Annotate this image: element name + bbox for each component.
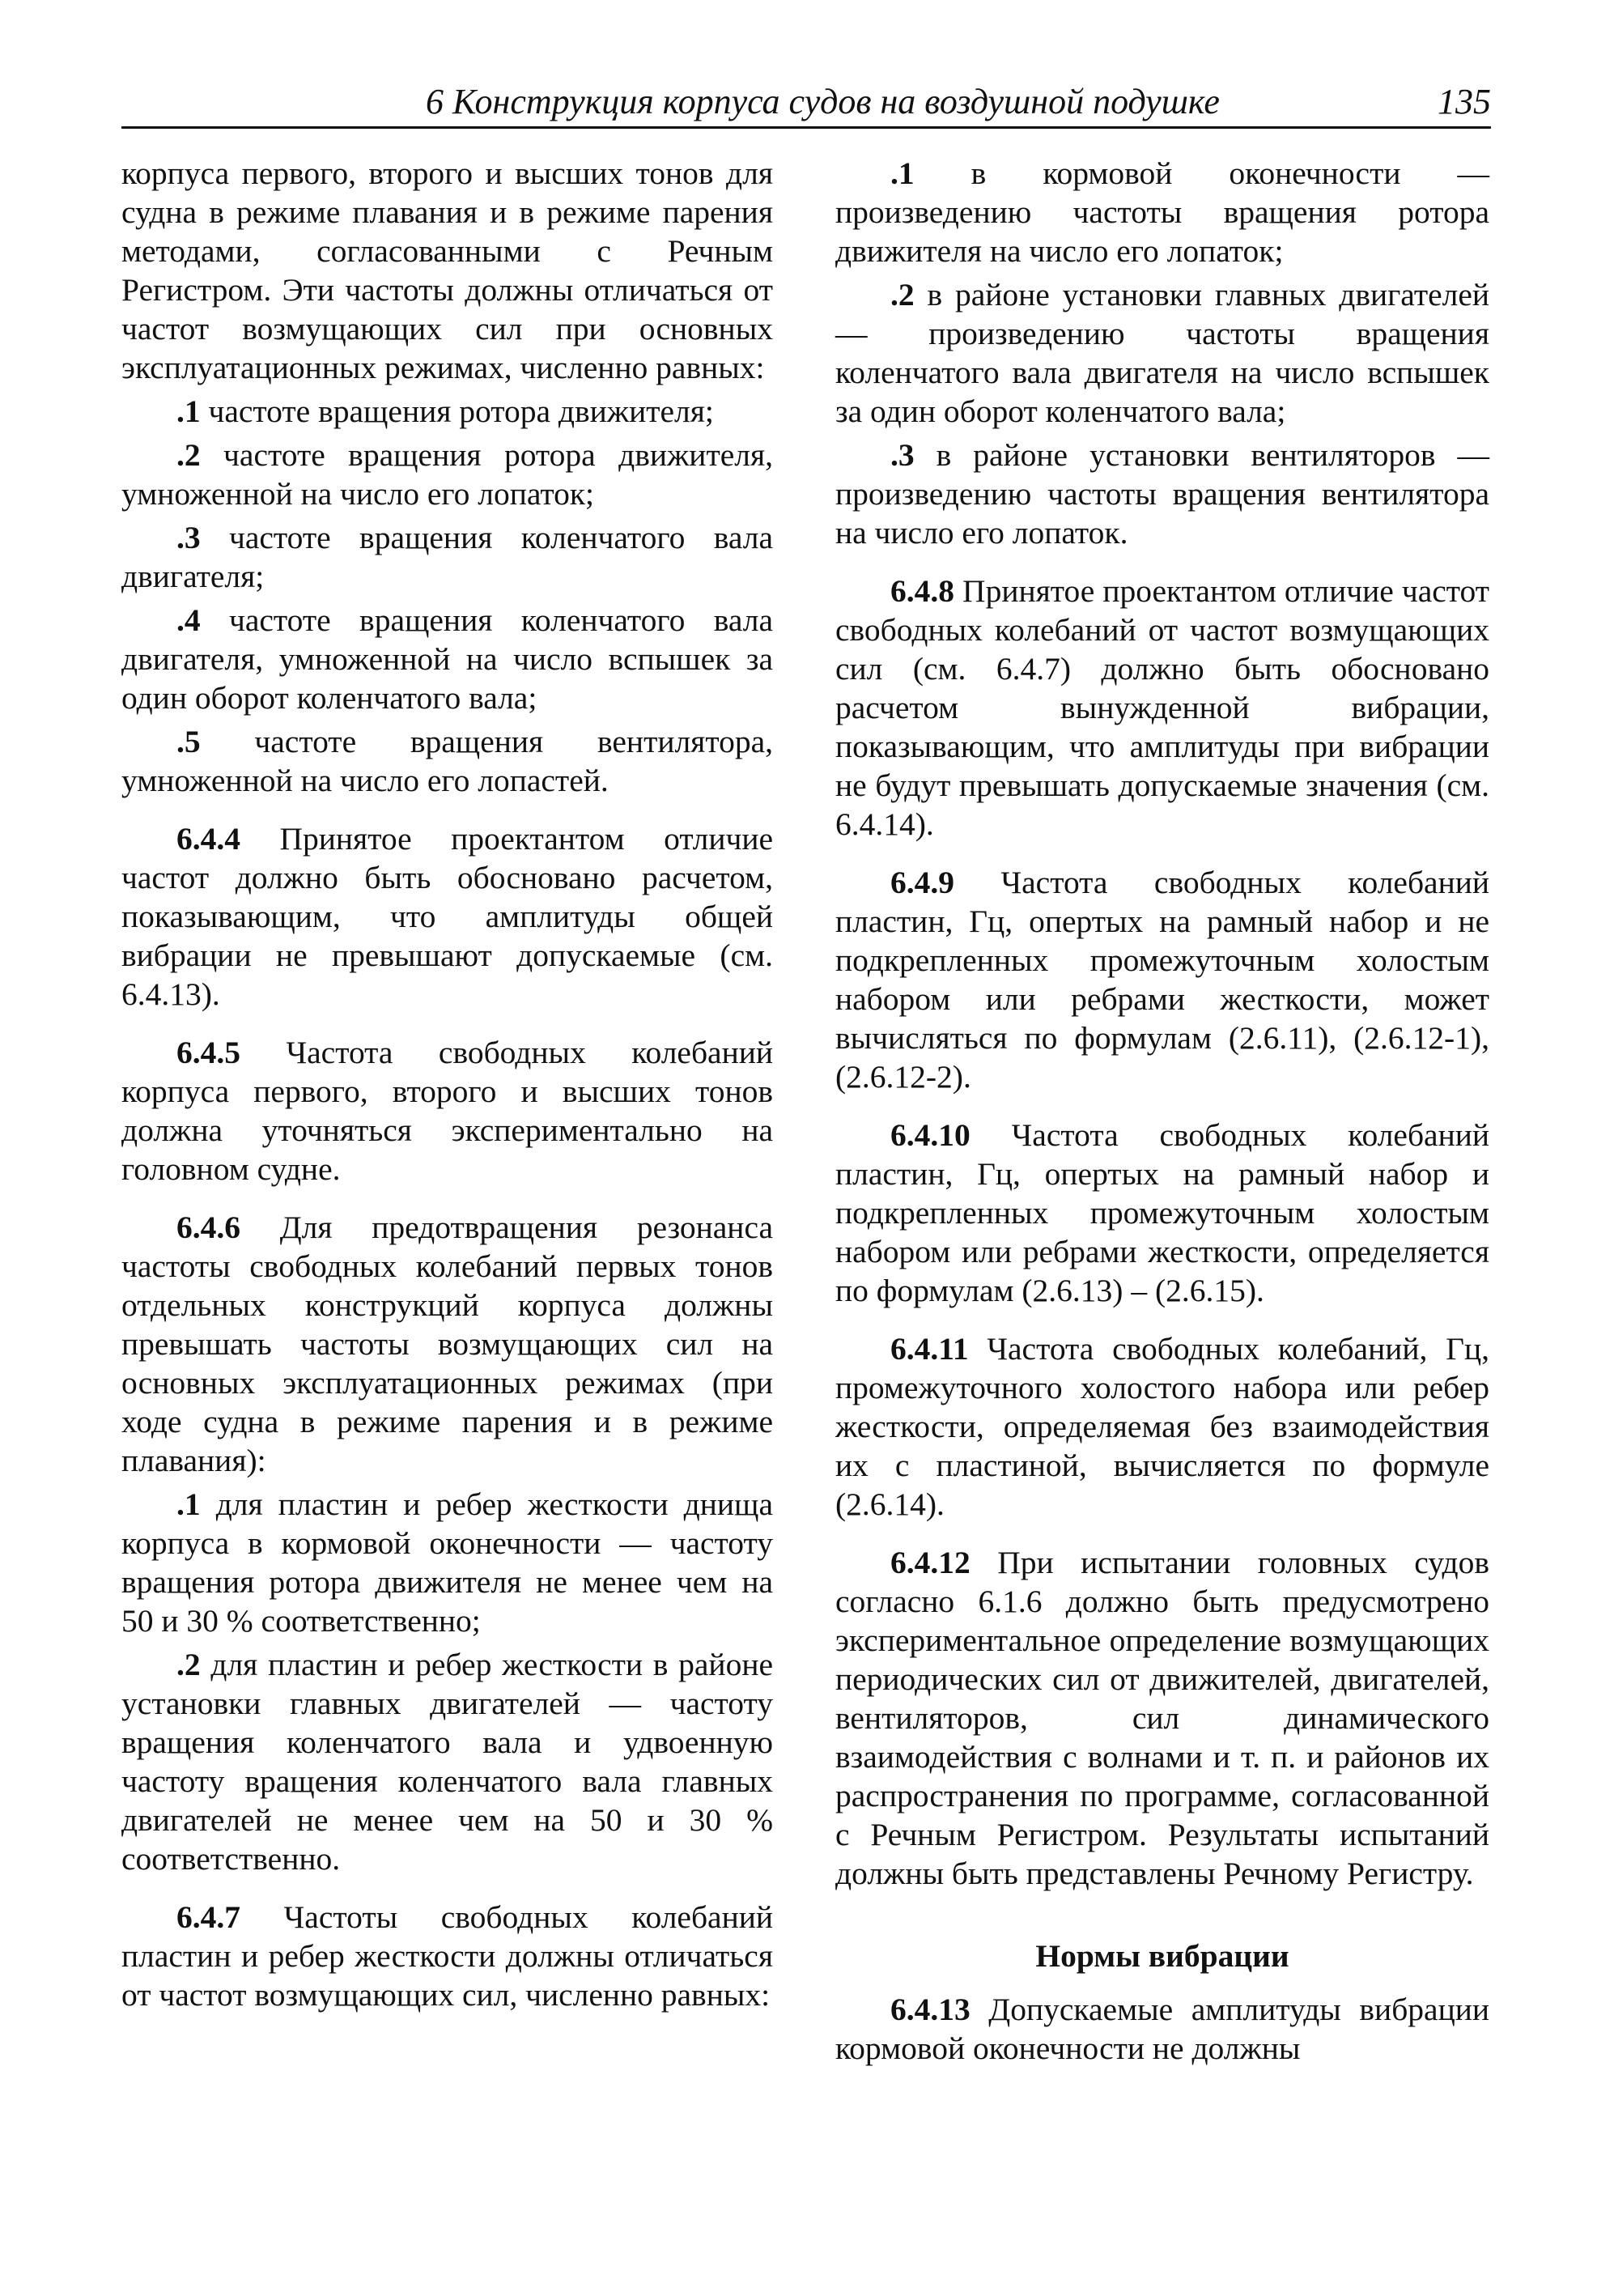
- section-6-4-10: 6.4.10 Частота свободных колебаний пластин, Гц, опертых на рамный набор и подкрепленных промежуточным холостым набором или ребрами жесткости, определяется по формулам (2.6.13) – (2.6.15).: [835, 1117, 1489, 1308]
- running-title: 6 Конструкция корпуса судов на воздушной подушке: [426, 82, 1220, 121]
- list-item: .2 частоте вращения ротора движителя, умноженной на число его лопаток;: [121, 437, 773, 512]
- list-item: .2 в районе установки главных двигателей — произведению частоты вращения коленчатого вала двигателя на число вспышек за один оборот коленчатого вала;: [835, 277, 1489, 429]
- section-heading: Нормы вибрации: [1035, 1938, 1289, 1974]
- paragraph-continuation: корпуса первого, второго и высших тонов для судна в режиме плавания и в режиме парения методами, согласованными с Речным Регистром. Эти частоты должны отличаться от частот возмущающих сил при основных эксплуатационных режимах, численно равных:: [121, 155, 773, 385]
- list-item: .5 частоте вращения вентилятора, умноженной на число его лопастей.: [121, 724, 773, 798]
- section-6-4-5: 6.4.5 Частота свободных колебаний корпуса первого, второго и высших тонов должна уточняться экспериментально на головном судне.: [121, 1035, 773, 1187]
- running-header: [121, 78, 1491, 126]
- list-item: .1 в кормовой оконечности — произведению частоты вращения ротора движителя на число его лопаток;: [835, 155, 1489, 269]
- section-6-4-11: 6.4.11 Частота свободных колебаний, Гц, промежуточного холостого набора или ребер жесткости, определяемая без взаимодействия их с пластиной, вычисляется по формуле (2.6.14).: [835, 1331, 1489, 1522]
- section-6-4-7: 6.4.7 Частоты свободных колебаний пластин и ребер жесткости должны отличаться от частот возмущающих сил, численно равных:: [121, 1899, 773, 2013]
- right-column: [835, 154, 1489, 2068]
- left-column: [121, 154, 773, 2014]
- list-item: .4 частоте вращения коленчатого вала двигателя, умноженной на число вспышек за один оборот коленчатого вала;: [121, 602, 773, 716]
- section-6-4-8: 6.4.8 Принятое проектантом отличие частот свободных колебаний от частот возмущающих сил (см. 6.4.7) должно быть обосновано расчетом вынужденной вибрации, показывающим, что амплитуды при вибрации не будут превышать допускаемые значения (см. 6.4.14).: [835, 573, 1489, 842]
- list-item: .2 для пластин и ребер жесткости в районе установки главных двигателей — частоту вращения коленчатого вала и удвоенную частоту вращения коленчатого вала главных двигателей не менее чем на 50 и 30 % соответственно.: [121, 1647, 773, 1877]
- section-6-4-12: 6.4.12 При испытании головных судов согласно 6.1.6 должно быть предусмотрено экспериментальное определение возмущающих периодических сил от движителей, двигателей, вентиляторов, сил динамического взаимодействия с волнами и т. п. и районов их распространения по программе, согласованной с Речным Регистром. Результаты испытаний должны быть представлены Речному Регистру.: [835, 1545, 1489, 1891]
- section-6-4-9: 6.4.9 Частота свободных колебаний пластин, Гц, опертых на рамный набор и не подкрепленных промежуточным холостым набором или ребрами жесткости, может вычисляться по формулам (2.6.11), (2.6.12-1), (2.6.12-2).: [835, 865, 1489, 1095]
- list-item: .3 в районе установки вентиляторов — произведению частоты вращения вентилятора на число его лопаток.: [835, 437, 1489, 551]
- list-item: .1 частоте вращения ротора движителя;: [176, 393, 714, 429]
- section-6-4-13: 6.4.13 Допускаемые амплитуды вибрации кормовой оконечности не должны: [835, 1992, 1489, 2066]
- page-number: 135: [1438, 82, 1491, 121]
- list-item: .1 для пластин и ребер жесткости днища корпуса в кормовой оконечности — частоту вращения ротора движителя не менее чем на 50 и 30 % соответственно;: [121, 1486, 773, 1639]
- list-item: .3 частоте вращения коленчатого вала двигателя;: [121, 520, 773, 594]
- header-rule: [121, 126, 1491, 129]
- section-6-4-6: 6.4.6 Для предотвращения резонанса частоты свободных колебаний первых тонов отдельных конструкций корпуса должны превышать частоты возмущающих сил на основных эксплуатационных режимах (при ходе судна в режиме парения и в режиме плавания):: [121, 1210, 773, 1478]
- section-6-4-4: 6.4.4 Принятое проектантом отличие частот должно быть обосновано расчетом, показывающим, что амплитуды общей вибрации не превышают допускаемые (см. 6.4.13).: [121, 821, 773, 1012]
